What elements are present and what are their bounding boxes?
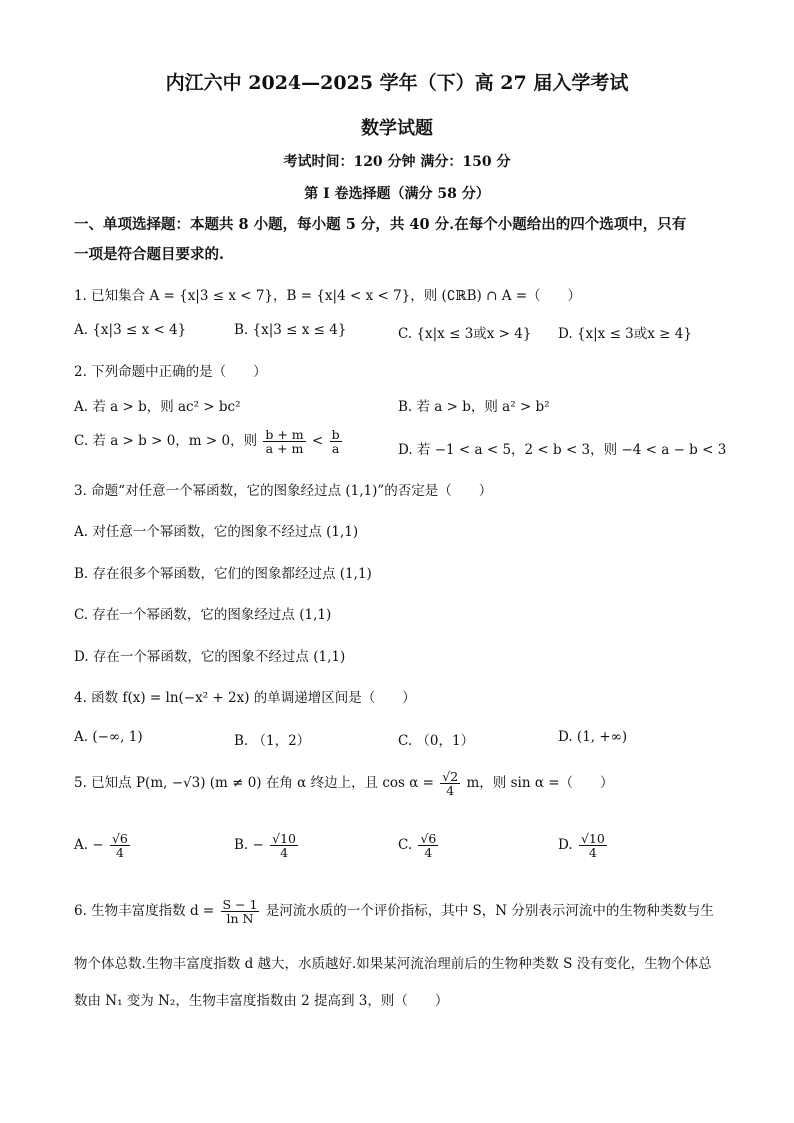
q1-option-c: C. {x|x ≤ 3或x > 4} xyxy=(398,326,532,342)
q3-option-a: A. 对任意一个幂函数，它的图象不经过点 (1,1) xyxy=(74,524,359,540)
denominator: a + m xyxy=(265,441,304,457)
fraction xyxy=(579,832,607,859)
numerator: √6 xyxy=(111,831,128,846)
q5-stem-tail: m，则 sin α =（ ） xyxy=(466,775,614,792)
fraction xyxy=(263,428,305,455)
fraction xyxy=(110,832,130,859)
q5-stem xyxy=(74,770,614,797)
denominator: 4 xyxy=(424,845,433,861)
q2-option-c-text: C. 若 a > b > 0，m > 0，则 xyxy=(74,433,258,450)
q3-option-d: D. 存在一个幂函数，它的图象不经过点 (1,1) xyxy=(74,649,346,665)
q6-stem-tail: 是河流水质的一个评价指标，其中 S，N 分别表示河流中的生物种类数与生 xyxy=(265,903,714,920)
q5-option-b xyxy=(234,832,300,859)
denominator: a xyxy=(331,441,340,457)
option-label: C. xyxy=(398,837,413,854)
q6-stem-line-1 xyxy=(74,898,714,925)
numerator: √10 xyxy=(272,831,296,846)
option-label: A. xyxy=(74,837,89,854)
fraction xyxy=(330,428,342,455)
q5-option-c xyxy=(398,832,440,859)
exam-info: 考试时间：120 分钟 满分：150 分 xyxy=(283,154,511,170)
q1-option-a: A. {x|3 ≤ x < 4} xyxy=(74,322,187,338)
q1-stem: 1. 已知集合 A = {x|3 ≤ x < 7}，B = {x|4 < x < 7}，则 (∁ℝB) ∩ A =（ ） xyxy=(74,288,582,304)
instructions-line-2: 一项是符合题目要求的. xyxy=(74,246,225,263)
numerator: b xyxy=(331,427,340,442)
q6-stem-text: 6. 生物丰富度指数 d = xyxy=(74,903,215,920)
numerator: b + m xyxy=(265,427,304,442)
q2-stem: 2. 下列命题中正确的是（ ） xyxy=(74,364,267,380)
instructions-line-1: 一、单项选择题：本题共 8 小题，每小题 5 分，共 40 分.在每个小题给出的四个选项中，只有 xyxy=(74,216,687,233)
section-title: 第 I 卷选择题（满分 58 分） xyxy=(304,186,490,202)
q4-option-b: B. （1，2） xyxy=(234,733,311,749)
q2-option-c xyxy=(74,428,344,455)
q5-option-a xyxy=(74,832,132,859)
option-label: D. xyxy=(558,837,573,854)
q1-option-b: B. {x|3 ≤ x ≤ 4} xyxy=(234,322,347,338)
q4-option-d: D. (1, +∞) xyxy=(558,729,628,745)
q6-stem-line-2: 物个体总数.生物丰富度指数 d 越大，水质越好.如果某河流治理前后的生物种类数 S 没有变化，生物个体总 xyxy=(74,956,712,972)
q5-option-d xyxy=(558,832,609,859)
option-label: B. xyxy=(234,837,249,854)
denominator: 4 xyxy=(588,845,597,861)
subject-title: 数学试题 xyxy=(361,118,433,139)
q2-option-a: A. 若 a > b，则 ac² > bc² xyxy=(74,399,241,415)
q3-option-c: C. 存在一个幂函数，它的图象经过点 (1,1) xyxy=(74,607,332,623)
q2-option-d: D. 若 −1 < a < 5，2 < b < 3，则 −4 < a − b < 3 xyxy=(398,442,727,458)
q5-stem-text: 5. 已知点 P(m, −√3) (m ≠ 0) 在角 α 终边上，且 cos α = xyxy=(74,775,434,792)
fraction xyxy=(221,898,260,925)
q4-stem: 4. 函数 f(x) = ln(−x² + 2x) 的单调递增区间是（ ） xyxy=(74,690,416,706)
q6-stem-line-3: 数由 N₁ 变为 N₂，生物丰富度指数由 2 提高到 3，则（ ） xyxy=(74,993,449,1009)
q4-option-a: A. (−∞, 1) xyxy=(74,729,143,745)
denominator: ln N xyxy=(226,911,254,927)
q2-option-b: B. 若 a > b，则 a² > b² xyxy=(398,399,550,415)
denominator: 4 xyxy=(446,783,455,799)
numerator: √6 xyxy=(420,831,437,846)
page-title: 内江六中 2024—2025 学年（下）高 27 届入学考试 xyxy=(165,72,629,94)
minus-sign: − xyxy=(92,837,104,854)
numerator: √10 xyxy=(580,831,605,846)
q3-stem: 3. 命题“对任意一个幂函数，它的图象经过点 (1,1)”的否定是（ ） xyxy=(74,483,493,499)
fraction xyxy=(270,832,298,859)
denominator: 4 xyxy=(115,845,124,861)
fraction xyxy=(418,832,438,859)
numerator: S − 1 xyxy=(222,897,258,912)
q3-option-b: B. 存在很多个幂函数，它们的图象都经过点 (1,1) xyxy=(74,566,372,582)
denominator: 4 xyxy=(280,845,289,861)
q4-option-c: C. （0，1） xyxy=(398,733,475,749)
numerator: √2 xyxy=(442,769,459,784)
q1-option-d: D. {x|x ≤ 3或x ≥ 4} xyxy=(558,326,692,342)
fraction xyxy=(440,770,460,797)
minus-sign: − xyxy=(252,837,264,854)
less-than-sign: < xyxy=(311,433,324,450)
